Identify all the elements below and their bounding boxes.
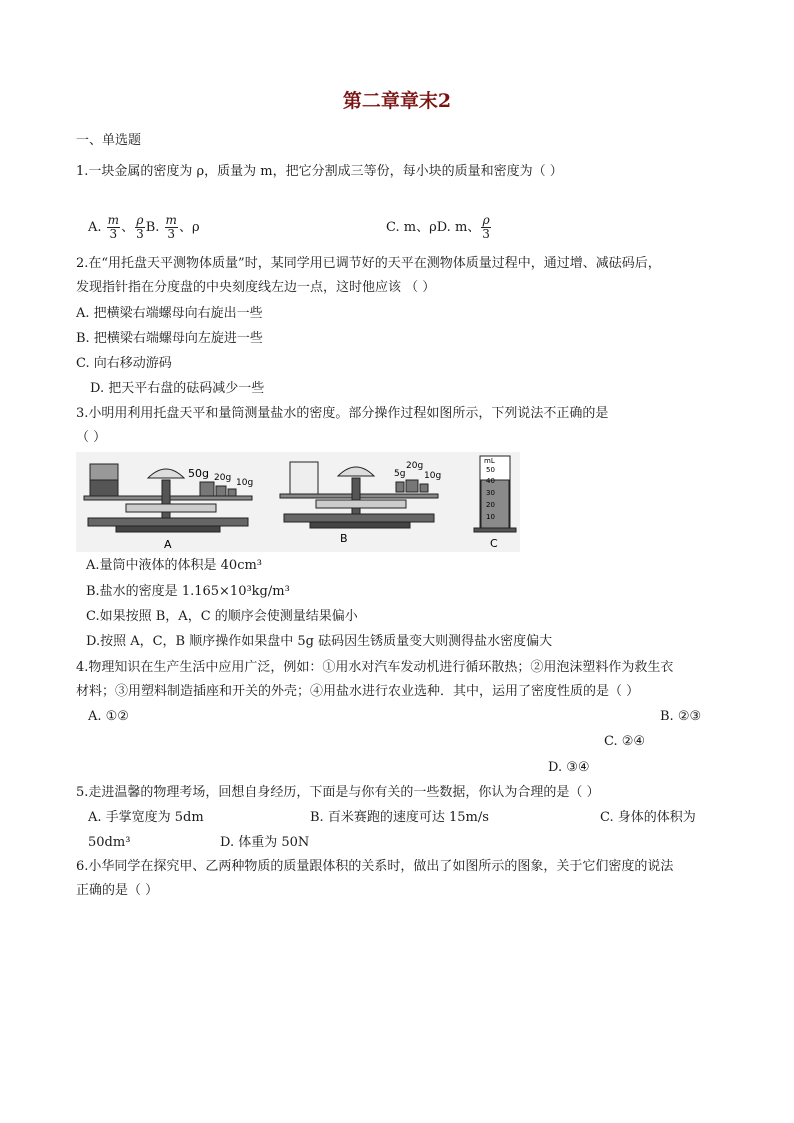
section-heading: 一、单选题 (76, 133, 142, 148)
cylinder-tick-10: 10 (486, 513, 495, 521)
question-4-option-d: D. ③④ (548, 760, 590, 775)
question-2-stem-line1: 2.在“用托盘天平测物体质量”时，某同学用已调节好的天平在测物体质量过程中，通过增、减砝码后， (76, 256, 661, 271)
question-6-stem-line1: 6.小华同学在探究甲、乙两种物质的质量跟体积的关系时，做出了如图所示的图象，关于它们密度的说法 (76, 859, 674, 874)
cylinder-tick-40: 40 (486, 477, 495, 485)
question-4-option-a: A. ①② (88, 709, 129, 724)
balance-diagram (76, 452, 520, 552)
question-3-stem-line2: （ ） (76, 430, 107, 445)
balance-figure (76, 452, 520, 552)
fraction-m-over-3-b: $\frac{m}{3}$ (165, 213, 177, 241)
question-4-option-b: B. ②③ (660, 709, 702, 724)
question-5-option-d: D. 体重为 50N (220, 835, 310, 850)
question-4-stem-line2: 材料；③用塑料制造插座和开关的外壳；④用盐水进行农业选种．其中，运用了密度性质的是（ ） (76, 684, 640, 699)
weight-label-20g: 20g (214, 473, 232, 483)
page-title: 第二章章末2 (342, 90, 452, 112)
option-d-label: D. m、 (436, 220, 481, 235)
question-3-option-a: A.量筒中液体的体积是 40cm³ (86, 558, 263, 573)
cylinder-tick-20: 20 (486, 501, 495, 509)
option-a-label: A. (88, 220, 102, 235)
option-b-label: B. (145, 220, 160, 235)
question-5-option-c: C. 身体的体积为 (600, 810, 696, 825)
question-2-option-c: C. 向右移动游码 (76, 356, 172, 371)
question-1-options-cd (386, 213, 492, 243)
question-2-stem-line2: 发现指针指在分度盘的中央刻度线左边一点，这时他应该 （ ） (76, 280, 436, 295)
fraction-m-over-3: $\frac{m}{3}$ (107, 213, 120, 241)
cylinder-tick-50: 50 (486, 466, 495, 474)
weight-label-5g: 5g (394, 469, 406, 479)
option-c: C. m、ρ (386, 220, 437, 235)
question-1-options-ab: A. $\frac{m}{3}$ 、 $\frac{\rho}{3}$ B. $\frac{m}{3}$ 、ρ (88, 213, 200, 241)
weight-label-10g: 10g (236, 478, 254, 488)
graduated-cylinder (474, 456, 516, 532)
weight-label-50g: 50g (188, 467, 209, 480)
question-1-stem: 1.一块金属的密度为 ρ，质量为 m，把它分割成三等份，每小块的质量和密度为（ ） (76, 164, 563, 179)
question-4-stem-line1: 4.物理知识在生产生活中应用广泛，例如：①用水对汽车发动机进行循环散热；②用泡沫塑料作为救生衣 (76, 660, 674, 675)
question-3-option-b: B.盐水的密度是 1.165×10³kg/m³ (86, 584, 290, 599)
cylinder-unit: mL (484, 457, 495, 465)
question-2-option-b: B. 把横梁右端螺母向左旋进一些 (76, 331, 263, 346)
cylinder-tick-30: 30 (486, 489, 495, 497)
question-4-option-c: C. ②④ (604, 734, 646, 749)
fraction-rho-over-3-d: $\frac{\rho}{3}$ (482, 213, 490, 241)
question-5-option-a: A. 手掌宽度为 5dm (88, 810, 204, 825)
question-3-option-c: C.如果按照 B，A，C 的顺序会使测量结果偏小 (86, 609, 358, 624)
question-2-option-a: A. 把横梁右端螺母向右旋出一些 (76, 306, 263, 321)
figure-label-c: C (490, 537, 498, 550)
question-3-option-d: D.按照 A，C，B 顺序操作如果盘中 5g 砝码因生锈质量变大则测得盐水密度偏大 (86, 634, 553, 649)
question-5-stem: 5.走进温馨的物理考场，回想自身经历，下面是与你有关的一些数据，你认为合理的是（ ） (76, 785, 600, 800)
fraction-rho-over-3: $\frac{\rho}{3}$ (136, 213, 144, 241)
question-6-stem-line2: 正确的是（ ） (76, 883, 159, 898)
question-2-option-d: D. 把天平右盘的砝码减少一些 (90, 381, 265, 396)
figure-label-a: A (164, 538, 172, 551)
weight-label-10g-b: 10g (424, 471, 442, 481)
weight-label-20g-b: 20g (406, 461, 424, 471)
question-3-stem-line1: 3.小明用利用托盘天平和量筒测量盐水的密度。部分操作过程如图所示，下列说法不正确的是 (76, 406, 609, 421)
question-5-option-b: B. 百米赛跑的速度可达 15m/s (310, 810, 489, 825)
figure-label-b: B (340, 532, 348, 545)
question-5-option-c-continued: 50dm³ (88, 835, 131, 850)
